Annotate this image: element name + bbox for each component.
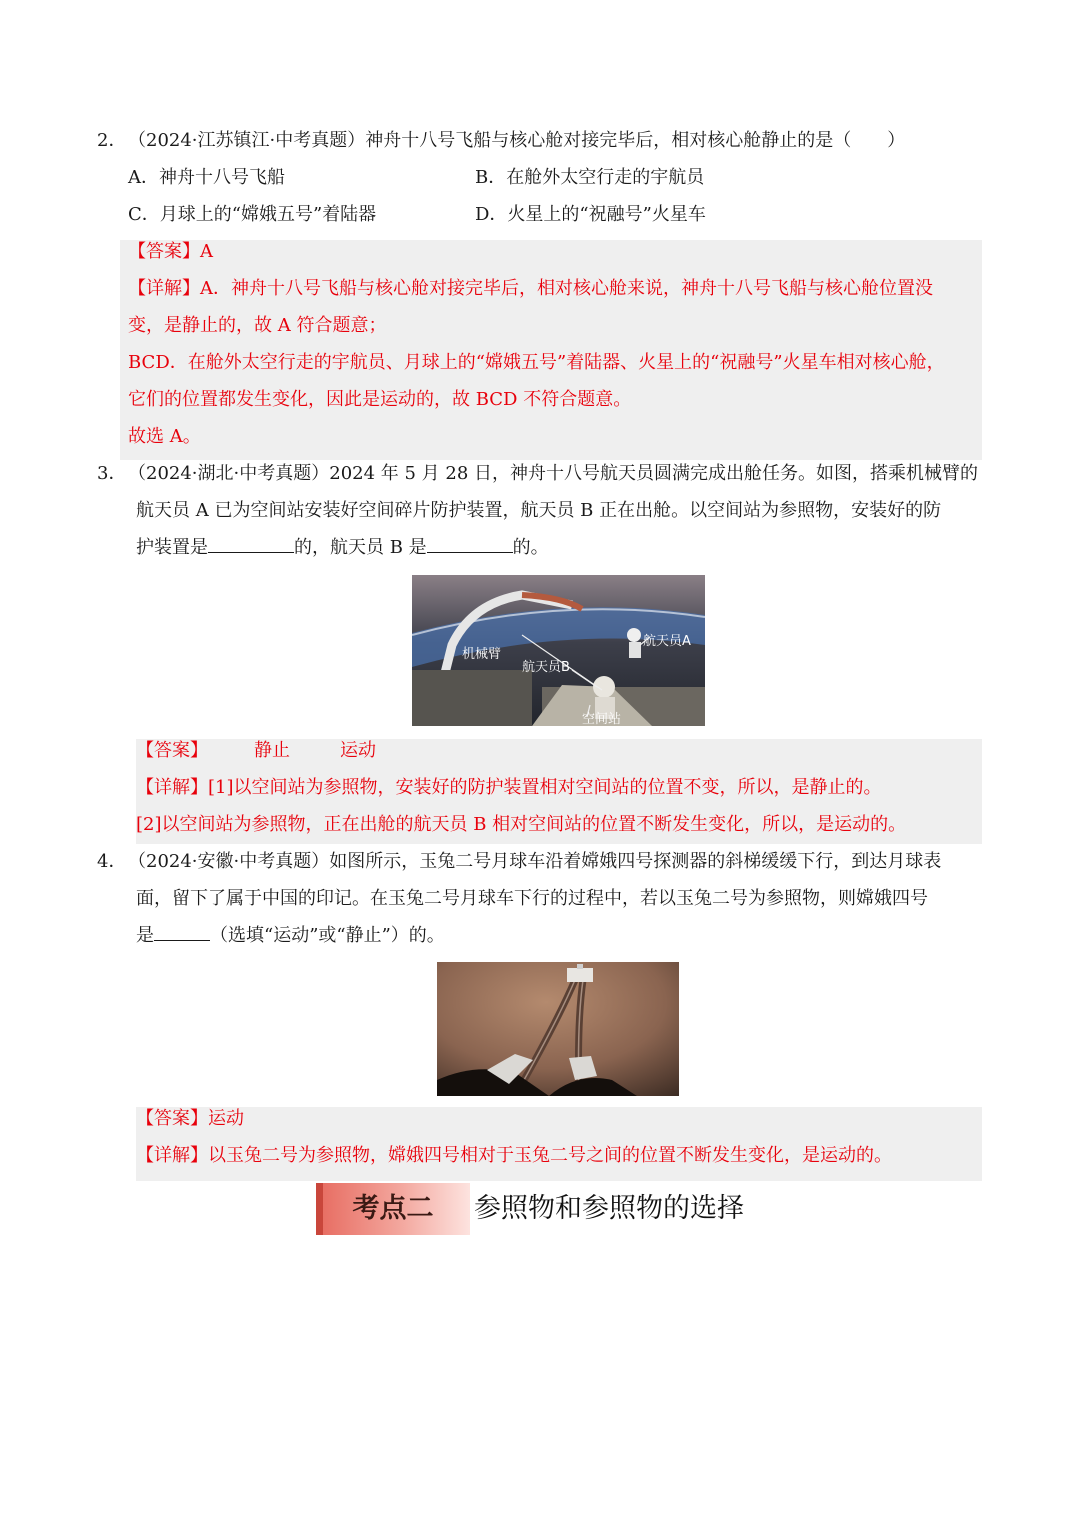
q4-stem-line: （2024·安徽·中考真题）如图所示，玉兔二号月球车沿着嫦娥四号探测器的斜梯缓缓下行，到达月球表: [128, 851, 942, 872]
q2-option-c: C．月球上的“嫦娥五号”着陆器: [128, 204, 377, 225]
q4-number: 4．: [97, 851, 127, 872]
q2-explain-line: 【详解】A．神舟十八号飞船与核心舱对接完毕后，相对核心舱来说，神舟十八号飞船与核心舱位置没: [128, 278, 933, 299]
space-station-photo: [412, 575, 705, 726]
q3-answer-2: 运动: [340, 740, 376, 761]
q2-explain-line: 故选 A。: [128, 426, 201, 447]
q4-stem-text: （选填“运动”或“静止”）的。: [210, 925, 445, 946]
lunar-rover-photo: [437, 962, 679, 1096]
q2-option-d: D．火星上的“祝融号”火星车: [475, 204, 706, 225]
label-astronaut-a: 航天员A: [643, 634, 691, 649]
q2-option-a: A．神舟十八号飞船: [128, 167, 285, 188]
q4-stem-text: 是: [136, 925, 154, 946]
section-title: 参照物和参照物的选择: [474, 1193, 744, 1224]
q4-explain-line: 【详解】以玉兔二号为参照物，嫦娥四号相对于玉兔二号之间的位置不断发生变化，是运动的。: [136, 1145, 892, 1166]
q3-stem-line: 航天员 A 已为空间站安装好空间碎片防护装置，航天员 B 正在出舱。以空间站为参照物，安装好的防: [136, 500, 942, 521]
q3-answer: [136, 737, 376, 765]
q4-answer: 【答案】运动: [136, 1108, 244, 1129]
q2-option-b: B．在舱外太空行走的宇航员: [475, 167, 705, 188]
q3-stem-line: [136, 534, 549, 562]
q3-stem-text: 的。: [512, 537, 549, 558]
q2-explain-line: BCD．在舱外太空行走的宇航员、月球上的“嫦娥五号”着陆器、火星上的“祝融号”火星车相对核心舱，: [128, 352, 945, 373]
q2-explain-line: 变，是静止的，故 A 符合题意；: [128, 315, 387, 336]
q3-number: 3．: [97, 463, 127, 484]
q2-number: 2．: [97, 130, 127, 151]
q3-blank-1[interactable]: [208, 534, 294, 553]
q3-answer-1: 静止: [254, 740, 290, 761]
section-tag-label: 考点二: [352, 1193, 434, 1224]
label-astronaut-b: 航天员B: [522, 660, 570, 675]
label-station: 空间站: [582, 712, 622, 726]
q4-stem-line: [136, 922, 445, 950]
q4-stem-line: 面，留下了属于中国的印记。在玉兔二号月球车下行的过程中，若以玉兔二号为参照物，则嫦娥四号: [136, 888, 928, 909]
q3-stem-text: 护装置是: [136, 537, 208, 558]
q3-explain-line: 【详解】[1]以空间站为参照物，安装好的防护装置相对空间站的位置不变，所以，是静止的。: [136, 777, 882, 798]
q3-blank-2[interactable]: [427, 534, 513, 553]
q2-answer: 【答案】A: [128, 241, 213, 262]
q2-explain-line: 它们的位置都发生变化，因此是运动的，故 BCD 不符合题意。: [128, 389, 632, 410]
q2-stem: （2024·江苏镇江·中考真题）神舟十八号飞船与核心舱对接完毕后，相对核心舱静止的是（ ）: [128, 130, 906, 151]
label-arm: 机械臂: [462, 647, 502, 662]
q3-stem-line: （2024·湖北·中考真题）2024 年 5 月 28 日，神舟十八号航天员圆满完成出舱任务。如图，搭乘机械臂的: [128, 463, 979, 484]
q3-explain-line: [2]以空间站为参照物，正在出舱的航天员 B 相对空间站的位置不断发生变化，所以，是运动的。: [136, 814, 907, 835]
q3-stem-text: 的，航天员 B 是: [294, 537, 427, 558]
q4-blank[interactable]: [154, 922, 210, 941]
q3-answer-label: 【答案】: [136, 740, 208, 761]
